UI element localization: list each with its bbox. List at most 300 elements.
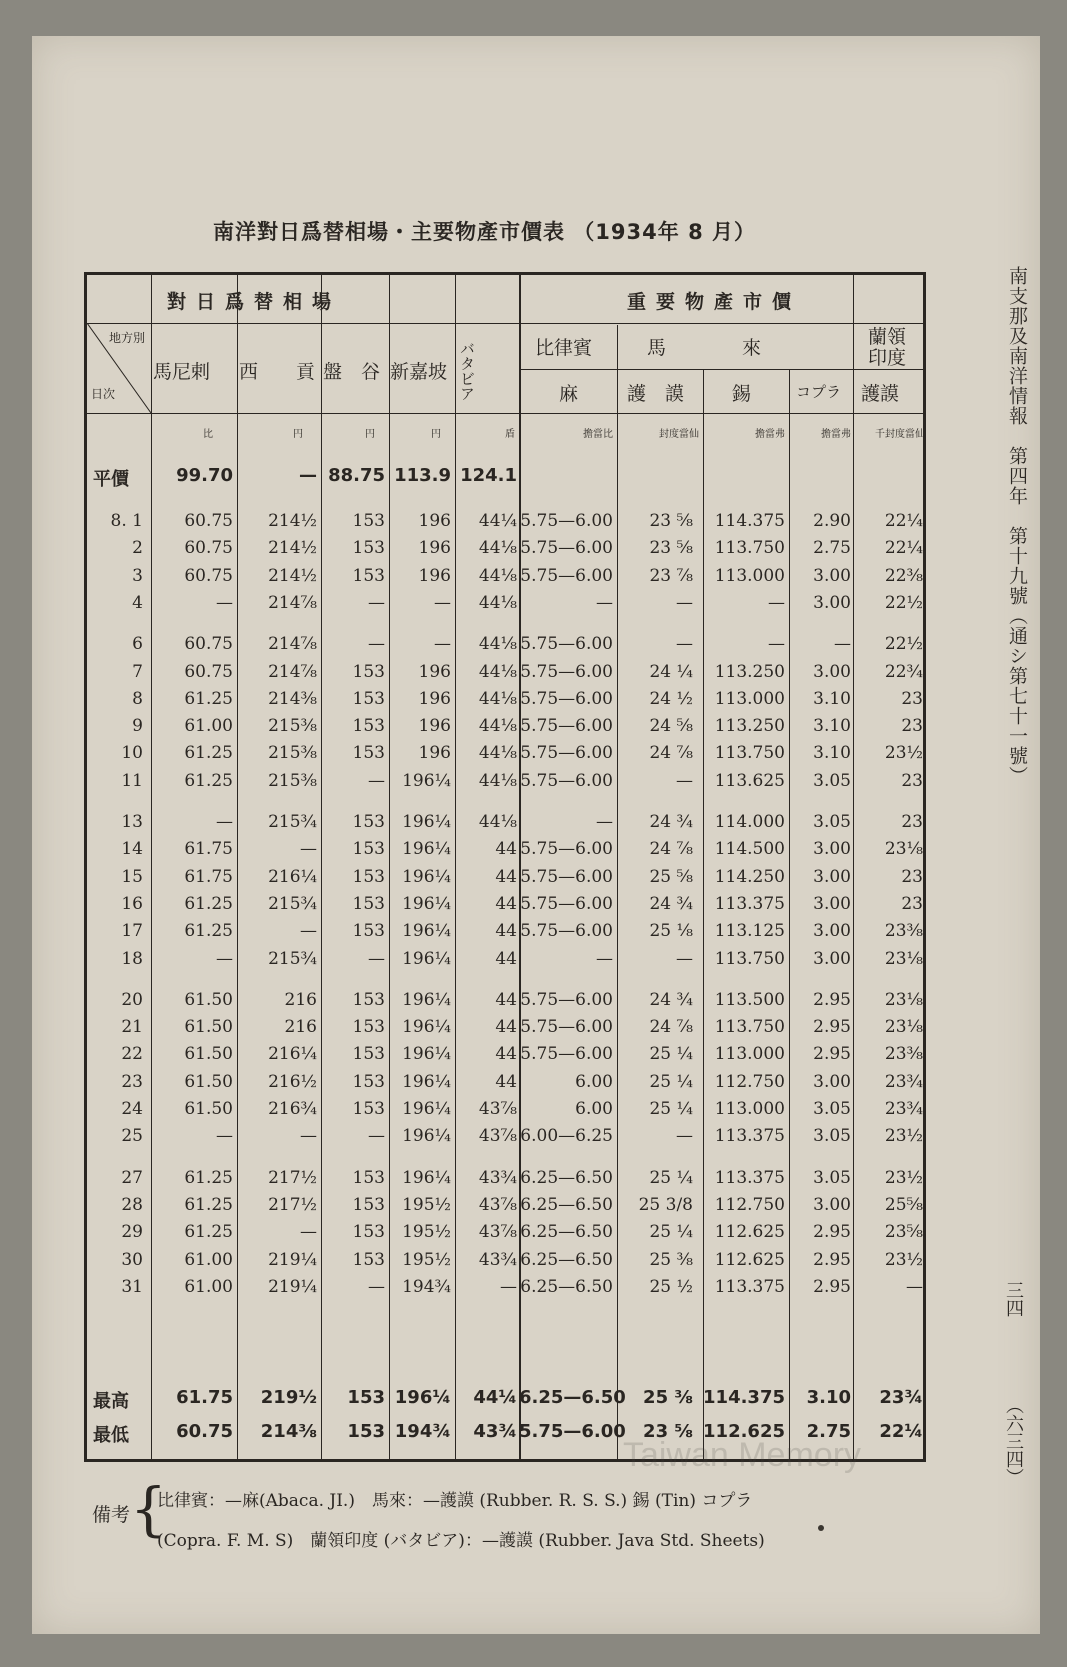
col-batavia: バタビア: [458, 341, 476, 401]
cell-tin: 113.000: [714, 565, 785, 586]
cell-bangkok: 153: [352, 565, 385, 586]
ink-dot: [818, 1525, 824, 1531]
cell-tin: 113.625: [714, 770, 785, 791]
table-row: [87, 949, 923, 975]
max-saigon: 219½: [260, 1387, 317, 1408]
corner-header-region: 地方別: [109, 331, 146, 345]
cell-batavia: 44: [495, 1044, 517, 1065]
cell-rubber2: 23: [901, 866, 923, 887]
cell-hemp: 5.75—6.00: [520, 839, 613, 860]
cell-batavia: 44: [495, 866, 517, 887]
cell-rubber: 25 ⅜: [649, 1249, 693, 1270]
cell-date: 8. 1: [110, 511, 143, 531]
cell-bangkok: 153: [352, 1017, 385, 1038]
cell-hemp: 6.25—6.50: [520, 1167, 613, 1188]
cell-rubber: 24 ⅞: [649, 743, 693, 764]
cell-saigon: 214⅞: [268, 634, 317, 655]
cell-rubber: 24 ¾: [649, 893, 693, 914]
col-malaya: 馬 來: [647, 337, 762, 359]
cell-hemp: 6.00—6.25: [520, 1126, 613, 1147]
cell-date: 15: [121, 866, 143, 887]
cell-rubber: 25 ½: [649, 1276, 693, 1297]
header-commodity-prices: 重要物產市價: [627, 291, 802, 313]
cell-hemp: 5.75—6.00: [520, 893, 613, 914]
table-row: [87, 743, 923, 769]
cell-date: 29: [121, 1222, 143, 1243]
cell-saigon: 214⅞: [268, 592, 317, 613]
cell-date: 11: [121, 770, 143, 791]
cell-copra: 2.95: [813, 1017, 851, 1038]
min-singapore: 194¾: [394, 1421, 451, 1442]
cell-manila: —: [216, 1126, 233, 1147]
cell-manila: 61.50: [184, 1099, 233, 1119]
unit-copra: 擔當弗: [821, 429, 851, 440]
cell-tin: 113.375: [714, 1276, 785, 1297]
cell-bangkok: 153: [352, 688, 385, 709]
cell-saigon: 216¾: [268, 1099, 317, 1119]
col-tin: 錫: [732, 383, 752, 405]
cell-batavia: 44⅛: [478, 538, 517, 559]
cell-batavia: 44: [495, 948, 517, 969]
table-row: [87, 1277, 923, 1303]
cell-saigon: 216: [284, 989, 317, 1010]
cell-singapore: 195½: [402, 1222, 451, 1243]
cell-tin: 113.000: [714, 1044, 785, 1065]
cell-bangkok: 153: [352, 716, 385, 737]
cell-date: 6: [132, 634, 143, 655]
average-bangkok: 88.75: [328, 465, 385, 486]
cell-rubber2: 22¾: [884, 661, 923, 682]
col-dutch-indies: 蘭領印度: [867, 326, 906, 369]
cell-singapore: 195½: [402, 1249, 451, 1270]
cell-singapore: 196¼: [402, 1099, 451, 1119]
cell-copra: 2.95: [813, 989, 851, 1010]
cell-tin: —: [768, 592, 785, 613]
side-page-number-total: （六三四）: [1003, 1396, 1024, 1486]
min-rubber: 23 ⅝: [643, 1421, 693, 1442]
cell-singapore: 196: [418, 743, 451, 764]
cell-batavia: 44¼: [478, 511, 517, 531]
cell-rubber2: 23: [901, 716, 923, 737]
cell-hemp: 5.75—6.00: [520, 770, 613, 791]
cell-batavia: 43⅞: [478, 1194, 517, 1215]
cell-rubber: 25 ¼: [649, 1222, 693, 1243]
cell-tin: 114.500: [714, 839, 785, 860]
cell-tin: 113.125: [714, 921, 785, 942]
cell-hemp: 5.75—6.00: [520, 989, 613, 1010]
table-row: [87, 894, 923, 920]
cell-manila: 60.75: [184, 565, 233, 586]
cell-date: 27: [121, 1167, 143, 1188]
table-row: [87, 566, 923, 592]
cell-rubber2: 22½: [884, 592, 923, 613]
cell-rubber2: 22⅜: [884, 565, 923, 586]
max-copra: 3.10: [806, 1387, 851, 1408]
cell-singapore: 196¼: [402, 770, 451, 791]
cell-batavia: 43⅞: [478, 1126, 517, 1147]
cell-rubber2: 23¾: [884, 1071, 923, 1092]
cell-tin: 113.375: [714, 893, 785, 914]
min-saigon: 214⅜: [260, 1421, 317, 1442]
cell-rubber: 24 ¾: [649, 812, 693, 832]
cell-rubber: 23 ⅞: [649, 565, 693, 586]
table-row: [87, 839, 923, 865]
cell-hemp: —: [596, 592, 613, 613]
cell-rubber2: 23⅛: [884, 839, 923, 860]
unit-rubber-java: 千封度當仙: [875, 429, 925, 440]
cell-tin: 113.750: [714, 948, 785, 969]
cell-singapore: 196¼: [402, 948, 451, 969]
cell-batavia: —: [500, 1276, 517, 1297]
cell-manila: 61.25: [184, 893, 233, 914]
cell-rubber2: 23: [901, 893, 923, 914]
cell-hemp: 5.75—6.00: [520, 866, 613, 887]
cell-copra: 3.00: [813, 565, 851, 586]
cell-tin: 112.625: [714, 1249, 785, 1270]
cell-copra: 3.10: [813, 716, 851, 737]
col-bangkok: 盤 谷: [323, 361, 381, 383]
cell-tin: 112.625: [714, 1222, 785, 1243]
cell-rubber: 24 ⅞: [649, 839, 693, 860]
min-row: [87, 1421, 923, 1447]
cell-singapore: 196¼: [402, 1017, 451, 1038]
table-row: [87, 1195, 923, 1221]
cell-batavia: 44⅛: [478, 634, 517, 655]
page: [32, 36, 1040, 1634]
max-hemp: 6.25—6.50: [519, 1387, 626, 1408]
max-batavia: 44¼: [473, 1387, 517, 1408]
cell-rubber: 25 ¼: [649, 1167, 693, 1188]
cell-bangkok: —: [368, 1126, 385, 1147]
cell-rubber: 24 ⅝: [649, 716, 693, 737]
cell-singapore: —: [434, 592, 451, 613]
cell-hemp: 5.75—6.00: [520, 634, 613, 655]
cell-date: 20: [121, 989, 143, 1010]
cell-copra: 3.00: [813, 592, 851, 613]
cell-saigon: 219¼: [268, 1249, 317, 1270]
cell-manila: 61.25: [184, 921, 233, 942]
cell-hemp: 5.75—6.00: [520, 538, 613, 559]
cell-singapore: 196: [418, 511, 451, 531]
cell-hemp: 6.25—6.50: [520, 1194, 613, 1215]
cell-copra: 2.90: [813, 511, 851, 531]
table-row: [87, 921, 923, 947]
cell-rubber: 25 ¼: [649, 1044, 693, 1065]
cell-batavia: 43⅞: [478, 1099, 517, 1119]
max-rubber: 25 ⅜: [643, 1387, 693, 1408]
cell-copra: 3.00: [813, 921, 851, 942]
cell-bangkok: 153: [352, 1167, 385, 1188]
cell-rubber: —: [676, 1126, 693, 1147]
cell-rubber: —: [676, 948, 693, 969]
cell-singapore: 196¼: [402, 893, 451, 914]
cell-saigon: 215⅜: [268, 770, 317, 791]
cell-singapore: 196¼: [402, 812, 451, 832]
cell-bangkok: —: [368, 634, 385, 655]
cell-hemp: 5.75—6.00: [520, 688, 613, 709]
cell-tin: 114.250: [714, 866, 785, 887]
cell-bangkok: 153: [352, 511, 385, 531]
cell-date: 2: [132, 538, 143, 559]
cell-copra: 2.95: [813, 1044, 851, 1065]
cell-date: 17: [121, 921, 143, 942]
cell-rubber2: 23½: [884, 743, 923, 764]
cell-date: 24: [121, 1099, 143, 1119]
table-row: [87, 867, 923, 893]
cell-tin: 113.375: [714, 1167, 785, 1188]
cell-manila: 61.50: [184, 1017, 233, 1038]
col-singapore: 新嘉坡: [390, 361, 448, 383]
table-row: [87, 716, 923, 742]
cell-batavia: 44: [495, 1017, 517, 1038]
min-bangkok: 153: [347, 1421, 385, 1442]
cell-tin: 113.750: [714, 1017, 785, 1038]
unit-rubber: 封度當仙: [659, 429, 699, 440]
cell-rubber: 24 ¼: [649, 661, 693, 682]
cell-date: 8: [132, 688, 143, 709]
cell-manila: 60.75: [184, 634, 233, 655]
cell-manila: 61.00: [184, 1276, 233, 1297]
cell-saigon: 215⅜: [268, 743, 317, 764]
cell-rubber: 23 ⅝: [649, 538, 693, 559]
cell-rubber: 24 ⅞: [649, 1017, 693, 1038]
cell-date: 13: [121, 812, 143, 832]
table-row: [87, 1126, 923, 1152]
cell-hemp: 6.00: [575, 1071, 613, 1092]
remarks-line-1: 比律賓：—麻(Abaca. JI.) 馬來：—護謨 (Rubber. R. S. S.) 錫 (Tin) コプラ: [157, 1491, 753, 1511]
cell-copra: 3.05: [813, 1167, 851, 1188]
max-rubber2: 23¾: [879, 1387, 923, 1408]
table-row: [87, 1072, 923, 1098]
cell-date: 21: [121, 1017, 143, 1038]
average-row: [87, 465, 923, 491]
table-row: [87, 511, 923, 537]
remarks-label: 備考: [92, 1504, 131, 1526]
col-hemp: 麻: [559, 383, 579, 405]
cell-tin: 113.250: [714, 716, 785, 737]
cell-manila: 61.25: [184, 743, 233, 764]
cell-saigon: 217½: [268, 1194, 317, 1215]
cell-manila: 61.25: [184, 688, 233, 709]
cell-singapore: 195½: [402, 1194, 451, 1215]
table-row: [87, 990, 923, 1016]
cell-hemp: 5.75—6.00: [520, 716, 613, 737]
cell-saigon: —: [300, 839, 317, 860]
cell-rubber: 23 ⅝: [649, 511, 693, 531]
cell-copra: 3.10: [813, 688, 851, 709]
cell-rubber: —: [676, 634, 693, 655]
cell-date: 28: [121, 1194, 143, 1215]
cell-batavia: 44⅛: [478, 743, 517, 764]
cell-singapore: 196¼: [402, 1167, 451, 1188]
cell-copra: 3.00: [813, 661, 851, 682]
average-singapore: 113.9: [394, 465, 451, 486]
cell-manila: 61.00: [184, 716, 233, 737]
cell-singapore: 196: [418, 688, 451, 709]
col-saigon: 西 貢: [239, 361, 316, 383]
cell-saigon: 216¼: [268, 1044, 317, 1065]
cell-rubber2: 23⅝: [884, 1222, 923, 1243]
cell-bangkok: —: [368, 1276, 385, 1297]
cell-saigon: 214½: [268, 511, 317, 531]
cell-rubber2: 25⅝: [884, 1194, 923, 1215]
rates-table: [84, 272, 926, 1462]
cell-bangkok: 153: [352, 1249, 385, 1270]
average-saigon: —: [299, 465, 317, 486]
cell-bangkok: 153: [352, 812, 385, 832]
cell-tin: —: [768, 634, 785, 655]
min-tin: 112.625: [703, 1421, 785, 1442]
cell-hemp: 5.75—6.00: [520, 921, 613, 942]
cell-batavia: 44: [495, 893, 517, 914]
cell-manila: 61.25: [184, 1194, 233, 1215]
cell-rubber2: 23½: [884, 1249, 923, 1270]
cell-rubber2: 22¼: [884, 538, 923, 559]
cell-date: 18: [121, 948, 143, 969]
cell-singapore: 196¼: [402, 1126, 451, 1147]
cell-saigon: 219¼: [268, 1276, 317, 1297]
cell-hemp: 6.25—6.50: [520, 1249, 613, 1270]
cell-rubber: 25 3/8: [638, 1194, 693, 1215]
cell-rubber2: 23½: [884, 1167, 923, 1188]
cell-saigon: 214½: [268, 538, 317, 559]
cell-copra: 3.05: [813, 770, 851, 791]
table-row: [87, 1099, 923, 1125]
cell-saigon: 215⅜: [268, 716, 317, 737]
table-row: [87, 689, 923, 715]
cell-singapore: 196¼: [402, 1044, 451, 1065]
cell-tin: 114.000: [714, 812, 785, 832]
cell-tin: 112.750: [714, 1071, 785, 1092]
cell-rubber2: 23⅜: [884, 921, 923, 942]
cell-rubber2: —: [906, 1276, 923, 1297]
cell-singapore: 196: [418, 716, 451, 737]
cell-date: 4: [132, 592, 143, 613]
cell-hemp: 5.75—6.00: [520, 1017, 613, 1038]
cell-bangkok: 153: [352, 921, 385, 942]
cell-date: 10: [121, 743, 143, 764]
cell-manila: 61.25: [184, 770, 233, 791]
cell-manila: 61.75: [184, 839, 233, 860]
cell-copra: 3.00: [813, 839, 851, 860]
col-copra: コプラ: [796, 383, 842, 401]
cell-bangkok: 153: [352, 989, 385, 1010]
unit-saigon: 円: [293, 429, 303, 440]
cell-tin: 113.375: [714, 1126, 785, 1147]
cell-date: 7: [132, 661, 143, 682]
cell-rubber2: 23: [901, 770, 923, 791]
cell-singapore: 196¼: [402, 839, 451, 860]
min-manila: 60.75: [176, 1421, 233, 1442]
max-singapore: 196¼: [394, 1387, 451, 1408]
cell-bangkok: 153: [352, 1222, 385, 1243]
cell-copra: 3.05: [813, 1126, 851, 1147]
cell-rubber2: 22¼: [884, 511, 923, 531]
cell-copra: 3.00: [813, 948, 851, 969]
cell-singapore: 196¼: [402, 1071, 451, 1092]
cell-rubber: —: [676, 770, 693, 791]
cell-date: 23: [121, 1071, 143, 1092]
cell-saigon: 214⅞: [268, 661, 317, 682]
cell-manila: 61.75: [184, 866, 233, 887]
cell-copra: 3.10: [813, 743, 851, 764]
cell-bangkok: 153: [352, 866, 385, 887]
corner-header-date: 日次: [91, 387, 116, 401]
cell-date: 22: [121, 1044, 143, 1065]
unit-batavia: 盾: [505, 429, 515, 440]
cell-date: 14: [121, 839, 143, 860]
min-batavia: 43¾: [473, 1421, 517, 1442]
cell-tin: 113.500: [714, 989, 785, 1010]
side-page-number: 三四: [1003, 1281, 1024, 1317]
max-label: 最高: [93, 1391, 129, 1412]
cell-bangkok: 153: [352, 1044, 385, 1065]
min-copra: 2.75: [806, 1421, 851, 1442]
remarks-line-2: (Copra. F. M. S) 蘭領印度 (バタビア)：—護謨 (Rubber. Java Std. Sheets): [157, 1531, 765, 1551]
average-label: 平價: [93, 469, 129, 490]
header-exchange-rates: 對日爲替相場: [167, 291, 342, 313]
cell-rubber2: 23⅜: [884, 1044, 923, 1065]
table-row: [87, 593, 923, 619]
cell-rubber: 25 ¼: [649, 1071, 693, 1092]
cell-batavia: 44⅛: [478, 770, 517, 791]
cell-bangkok: 153: [352, 839, 385, 860]
table-row: [87, 1250, 923, 1276]
col-manila: 馬尼剌: [153, 361, 211, 383]
cell-rubber2: 23⅛: [884, 989, 923, 1010]
cell-rubber: 24 ¾: [649, 989, 693, 1010]
cell-rubber2: 23⅛: [884, 1017, 923, 1038]
cell-saigon: —: [300, 1126, 317, 1147]
unit-singapore: 円: [431, 429, 441, 440]
cell-rubber2: 23¾: [884, 1099, 923, 1119]
cell-rubber: 25 ¼: [649, 1099, 693, 1119]
cell-manila: 61.50: [184, 1071, 233, 1092]
table-row: [87, 1168, 923, 1194]
cell-copra: 3.05: [813, 812, 851, 832]
max-tin: 114.375: [703, 1387, 785, 1408]
min-label: 最低: [93, 1425, 129, 1446]
cell-manila: 60.75: [184, 538, 233, 559]
cell-tin: 113.000: [714, 1099, 785, 1119]
cell-copra: 3.00: [813, 1071, 851, 1092]
cell-batavia: 43⅞: [478, 1222, 517, 1243]
table-row: [87, 662, 923, 688]
cell-date: 30: [121, 1249, 143, 1270]
cell-rubber2: 23: [901, 812, 923, 832]
cell-tin: 114.375: [714, 511, 785, 531]
cell-bangkok: 153: [352, 538, 385, 559]
watermark-text: Taiwan Memory: [622, 1436, 862, 1474]
cell-rubber: 25 ⅝: [649, 866, 693, 887]
cell-hemp: 5.75—6.00: [520, 743, 613, 764]
col-philippines: 比律賓: [535, 337, 593, 359]
cell-batavia: 44⅛: [478, 812, 517, 832]
cell-manila: 60.75: [184, 661, 233, 682]
cell-copra: —: [834, 634, 851, 655]
cell-bangkok: 153: [352, 1071, 385, 1092]
cell-singapore: 196: [418, 565, 451, 586]
cell-batavia: 44⅛: [478, 592, 517, 613]
cell-bangkok: —: [368, 592, 385, 613]
cell-manila: 61.25: [184, 1222, 233, 1243]
cell-copra: 2.95: [813, 1249, 851, 1270]
cell-hemp: 5.75—6.00: [520, 661, 613, 682]
cell-batavia: 44⅛: [478, 565, 517, 586]
table-row: [87, 812, 923, 838]
cell-date: 16: [121, 893, 143, 914]
cell-hemp: 5.75—6.00: [520, 1044, 613, 1065]
